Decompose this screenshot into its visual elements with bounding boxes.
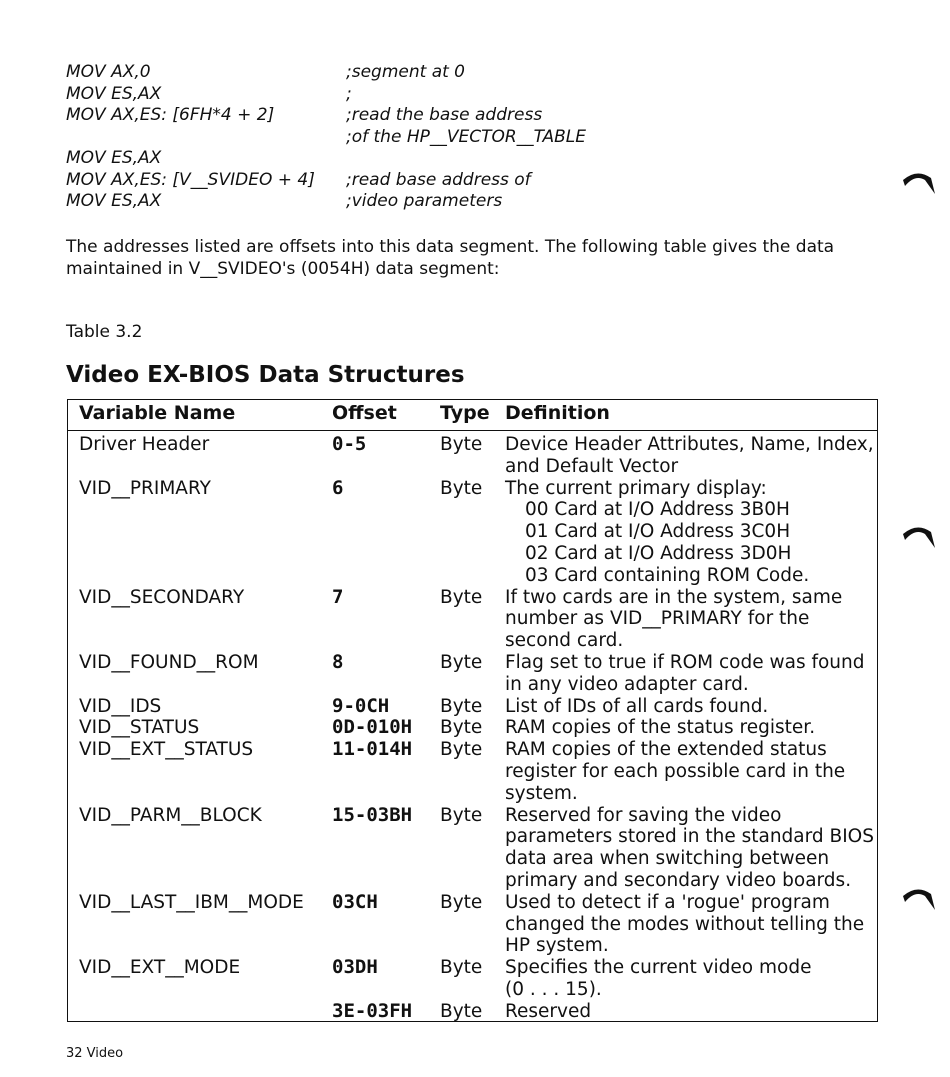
definition-line: Flag set to true if ROM code was found [505, 652, 865, 673]
definition-line: register for each possible card in the [505, 760, 846, 782]
definition-cell [505, 652, 875, 696]
offset-cell: 7 [332, 585, 344, 608]
type-cell: Byte [440, 891, 483, 913]
offset-cell: 11-014H [332, 738, 413, 761]
definition-line: Used to detect if a 'rogue' program [505, 891, 830, 913]
definition-cell [505, 717, 875, 739]
definition-line: RAM copies of the extended status [505, 739, 827, 761]
definition-line: HP system. [505, 935, 609, 957]
definition-cell [505, 478, 875, 587]
type-cell: Byte [440, 1000, 483, 1022]
variable-name-cell: VID__PARM__BLOCK [79, 804, 262, 826]
type-cell: Byte [440, 586, 483, 608]
variable-name-cell: VID__EXT__MODE [79, 957, 241, 979]
code-instruction: MOV ES,AX [66, 148, 162, 168]
variable-name-cell: Driver Header [79, 434, 210, 455]
code-instruction: MOV AX,ES: [6FH*4 + 2] [66, 105, 275, 125]
code-line [66, 148, 786, 170]
definition-cell [505, 434, 875, 478]
code-comment: ;video parameters [346, 191, 503, 211]
definition-line: system. [505, 782, 578, 804]
header-offset: Offset [332, 402, 397, 424]
code-line [66, 170, 786, 192]
header-type: Type [440, 402, 490, 424]
code-comment: ; [346, 83, 352, 104]
definition-cell [505, 1001, 875, 1023]
intro-paragraph: The addresses listed are offsets into this data segment. The following table gives the data maintained in V__SVIDEO's (0054H) data segment: [66, 237, 835, 279]
type-cell: Byte [440, 804, 483, 826]
display-code-option: 02 Card at I/O Address 3D0H [525, 542, 792, 564]
code-instruction: MOV ES,AX [66, 83, 162, 104]
variable-name-cell: VID__SECONDARY [79, 586, 245, 608]
offset-cell: 0D-010H [332, 716, 413, 739]
definition-line: parameters stored in the standard BIOS [505, 826, 874, 848]
offset-cell: 6 [332, 476, 344, 499]
definition-line: Reserved for saving the video [505, 804, 782, 826]
code-line [66, 62, 786, 84]
type-cell: Byte [440, 434, 483, 455]
header-definition: Definition [505, 402, 610, 424]
code-line [66, 127, 786, 149]
definition-line: Reserved [505, 1000, 592, 1022]
definition-line: second card. [505, 630, 624, 652]
definition-cell [505, 805, 875, 892]
offset-cell: 03DH [332, 956, 378, 979]
variable-name-cell: VID__LAST__IBM__MODE [79, 891, 304, 913]
variable-name-cell: VID__PRIMARY [79, 477, 211, 499]
type-cell: Byte [440, 717, 483, 739]
variable-name-cell: VID__EXT__STATUS [79, 739, 254, 761]
type-cell: Byte [440, 652, 483, 673]
code-comment: ;read the base address [346, 105, 543, 125]
definition-cell [505, 696, 875, 718]
display-code-option: 01 Card at I/O Address 3C0H [525, 521, 791, 543]
offset-cell: 3E-03FH [332, 999, 413, 1022]
table-header-row [68, 400, 877, 431]
type-cell: Byte [440, 739, 483, 761]
offset-cell: 0-5 [332, 433, 367, 455]
code-comment: ;segment at 0 [346, 62, 465, 82]
definition-line: in any video adapter card. [505, 673, 749, 695]
type-cell: Byte [440, 477, 483, 499]
definition-line: Specifies the current video mode [505, 957, 812, 979]
definition-line: The current primary display: [505, 477, 767, 499]
definition-line: RAM copies of the status register. [505, 717, 816, 739]
offset-cell: 8 [332, 651, 344, 673]
offset-cell: 03CH [332, 890, 378, 913]
table-caption: Table 3.2 [66, 322, 143, 342]
definition-cell [505, 957, 875, 1001]
definition-cell [505, 892, 875, 957]
display-code-option: 00 Card at I/O Address 3B0H [525, 499, 790, 521]
code-line [66, 84, 786, 106]
definition-line: number as VID__PRIMARY for the [505, 608, 810, 630]
code-listing [66, 62, 786, 213]
code-instruction: MOV ES,AX [66, 191, 162, 211]
definition-line: (0 . . . 15). [505, 978, 602, 1000]
variable-name-cell: VID__FOUND__ROM [79, 652, 259, 673]
definition-line: data area when switching between [505, 848, 830, 870]
definition-line: If two cards are in the system, same [505, 586, 843, 608]
offset-cell: 15-03BH [332, 803, 413, 826]
definition-cell [505, 587, 875, 652]
definition-line: changed the modes without telling the [505, 913, 865, 935]
data-structures-table [67, 399, 878, 1022]
page-marker-icon [901, 520, 937, 550]
code-instruction: MOV AX,0 [66, 62, 151, 82]
page-marker-icon [901, 882, 937, 912]
code-instruction: MOV AX,ES: [V__SVIDEO + 4] [66, 169, 315, 190]
definition-line: primary and secondary video boards. [505, 869, 852, 891]
type-cell: Byte [440, 695, 483, 717]
variable-name-cell: VID__IDS [79, 695, 162, 717]
definition-line: List of IDs of all cards found. [505, 695, 769, 717]
definition-cell [505, 739, 875, 804]
variable-name-cell: VID__STATUS [79, 717, 200, 739]
definition-line: and Default Vector [505, 455, 679, 477]
type-cell: Byte [440, 957, 483, 979]
code-comment: ;of the HP__VECTOR__TABLE [346, 126, 587, 147]
table-title: Video EX-BIOS Data Structures [66, 362, 465, 388]
definition-line: Device Header Attributes, Name, Index, [505, 434, 874, 455]
display-code-option: 03 Card containing ROM Code. [525, 564, 810, 586]
code-comment: ;read base address of [346, 169, 531, 190]
header-variable-name: Variable Name [79, 402, 236, 424]
code-line [66, 105, 786, 127]
offset-cell: 9-0CH [332, 694, 390, 717]
page-marker-icon [901, 166, 937, 196]
code-line [66, 191, 786, 213]
page-footer: 32 Video [66, 1046, 124, 1061]
